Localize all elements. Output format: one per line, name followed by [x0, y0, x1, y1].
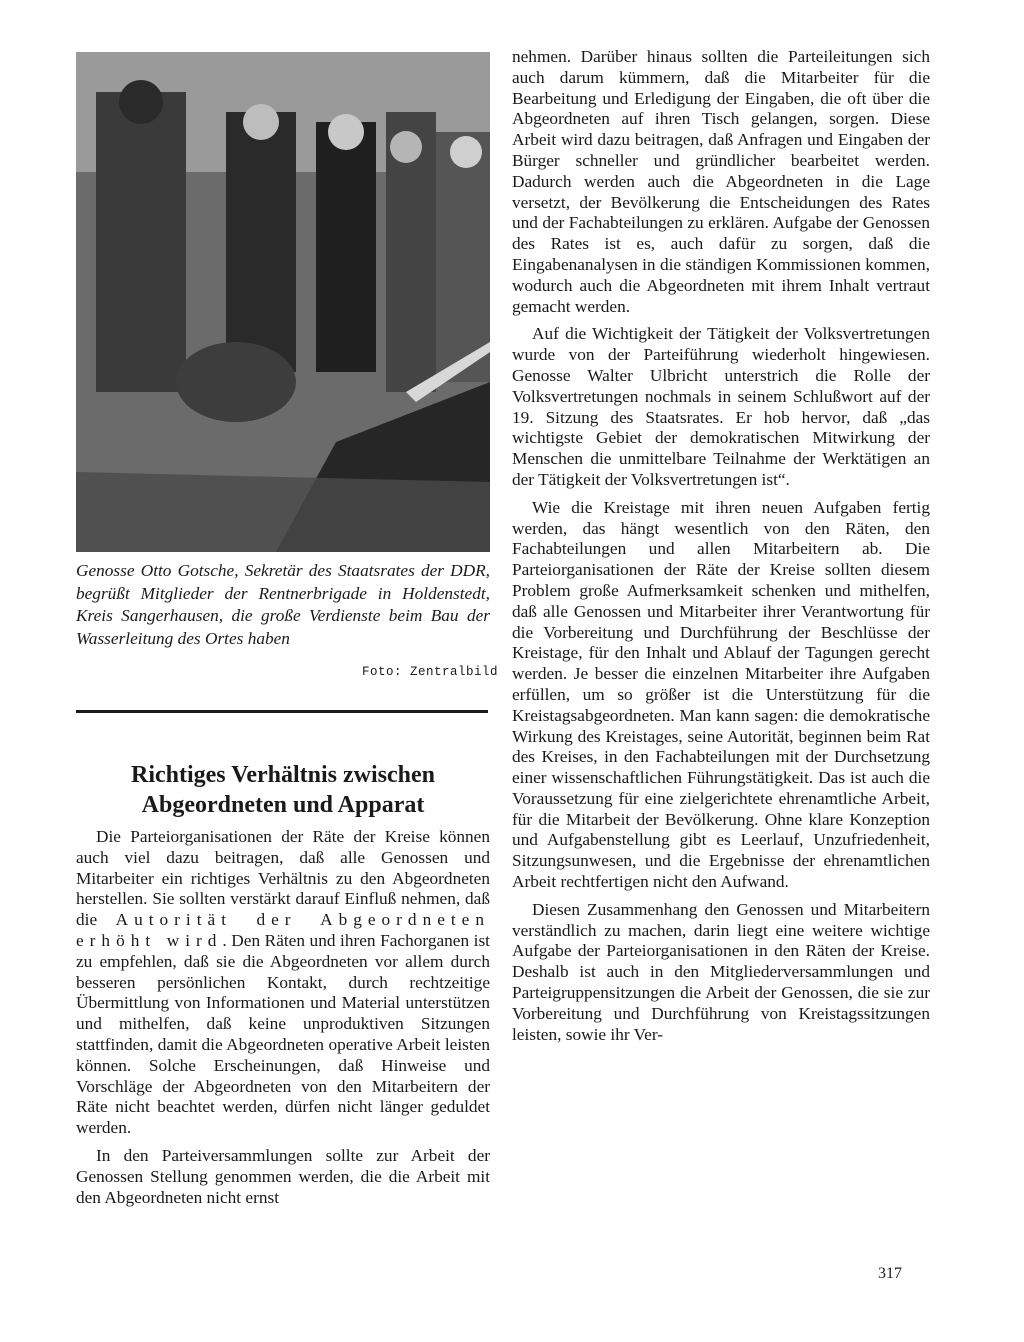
section-divider [76, 710, 488, 713]
photo-caption-text: Genosse Otto Gotsche, Sekretär des Staatsrates der DDR, begrüßt Mitglieder der Rentnerbrigade in Holdenstedt, Kreis Sangerhausen, die große Verdienste beim Bau der Wasserleitung des Ortes haben [76, 561, 490, 648]
paragraph [76, 827, 490, 1139]
paragraph-text: . Den Räten und ihren Fachorganen ist zu empfehlen, daß sie die Abgeordneten vor allem durch besseren persönlichen Kontakt, durch rechtzeitige Übermittlung von Informationen und Material unterstützen und mithelfen, daß keine unproduktiven Sitzungen stattfinden, damit die Abgeordneten operative Arbeit leisten können. Solche Erscheinungen, daß Hinweise und Vorschläge der Abgeordneten von den Mitarbeitern der Räte nicht beachtet werden, dürfen nicht länger geduldet werden. [76, 930, 490, 1138]
photo-image-icon [76, 52, 490, 552]
paragraph-text: Die Parteiorganisationen der Räte der Kreise können auch viel dazu beitragen, daß alle Genossen und Mitarbeiter ein richtiges Verhältnis zu den Abgeordneten herstellen. Sie sollten verstärkt darauf Einfluß nehmen, daß die [76, 827, 490, 930]
paragraph: nehmen. Darüber hinaus sollten die Parteileitungen sich auch darum kümmern, daß die Mitarbeiter für die Bearbeitung und Erledigung der Eingaben, die oft über die Abgeordneten auf ihren Tisch gelangen, sorgen. Diese Arbeit wird dazu beitragen, daß Anfragen und Eingaben der Bürger schneller und gründlicher bearbeitet werden. Dadurch werden auch die Abgeordneten in die Lage versetzt, der Bevölkerung die Entscheidungen des Rates und der Fachabteilungen zu erklären. Aufgabe der Genossen des Rates ist es, auch dafür zu sorgen, daß die Eingabenanalysen in die ständigen Kommissionen kommen, wodurch auch die Abgeordneten mit ihrem Inhalt vertraut gemacht werden. [512, 47, 930, 316]
page-number: 317 [878, 1265, 902, 1282]
news-photo [76, 52, 490, 552]
section-heading-line-2: Abgeordneten und Apparat [141, 792, 425, 818]
photo-caption [76, 560, 490, 650]
emphasized-text: Autorität der Abgeordneten erhöht wird [76, 910, 490, 950]
paragraph: Diesen Zusammenhang den Genossen und Mitarbeitern verständlich zu machen, darin liegt eine weitere wichtige Aufgabe der Parteiorganisationen in den Räten der Kreise. Deshalb ist auch in den Mitgliederversammlungen und Parteigruppensitzungen die Arbeit der Genossen, die sie zur Vorbereitung und Durchführung von Kreistagssitzungen leisten, sowie ihr Ver- [512, 899, 930, 1044]
paragraph: Auf die Wichtigkeit der Tätigkeit der Volksvertretungen wurde von der Parteiführung wiederholt hingewiesen. Genosse Walter Ulbricht unterstrich die Rolle der Volksvertretungen nochmals in seinem Schlußwort auf der 19. Sitzung des Staatsrates. Er hob hervor, daß „das wichtigste Gebiet der demokratischen Mitwirkung der Menschen die unmittelbare Teilnahme der Werktätigen an der Tätigkeit der Volksvertretungen ist“. [512, 324, 930, 489]
right-text-column [512, 47, 930, 1052]
paragraph: Wie die Kreistage mit ihren neuen Aufgaben fertig werden, das hängt wesentlich von den Räten, den Fachabteilungen und allen Mitarbeitern ab. Die Parteiorganisationen der Räte der Kreise sollten diesem Problem große Aufmerksamkeit schenken und mithelfen, daß alle Genossen und Mitarbeiter ihrer Verantwortung für die Vorbereitung und Durchführung der Beschlüsse der Kreistage, für den Inhalt und Ablauf der Tagungen gerecht werden. Je besser die einzelnen Mitarbeiter ihre Aufgaben erfüllen, um so größer ist die Unterstützung für die Kreistagsabgeordneten. Man kann sagen: die demokratische Wirkung des Kreistages, seine Autorität, beginnen beim Rat des Kreises, in den Fachabteilungen mit der Durchsetzung einer wissenschaftlichen Führungstätigkeit. Das ist auch die Voraussetzung für eine zielgerichtete ehrenamtliche Arbeit, für die Mitarbeit der Bevölkerung. Ohne klare Konzeption und Aufgabenstellung gibt es Leerlauf, Unzufriedenheit, Sitzungsunwesen, und die Ergebnisse der ehrenamtlichen Arbeit rechtfertigen nicht den Aufwand. [512, 497, 930, 892]
left-text-column [76, 827, 490, 1215]
section-heading-line-1: Richtiges Verhältnis zwischen [130, 762, 435, 788]
paragraph: In den Parteiversammlungen sollte zur Arbeit der Genossen Stellung genommen werden, die die Arbeit mit den Abgeordneten nicht ernst [76, 1145, 490, 1207]
section-heading [76, 760, 490, 820]
photo-credit: Foto: Zentralbild [362, 665, 499, 679]
